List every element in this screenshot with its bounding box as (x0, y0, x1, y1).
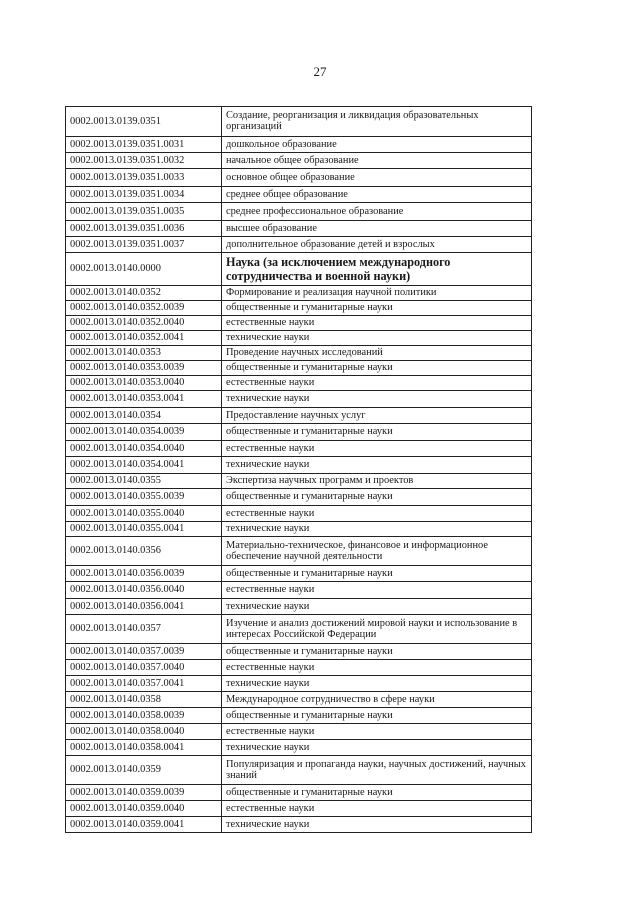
row-description: технические науки (222, 457, 532, 474)
row-code: 0002.0013.0140.0352.0041 (66, 331, 222, 346)
table-row (66, 187, 532, 203)
row-description: технические науки (222, 391, 532, 408)
table-row (66, 253, 532, 286)
row-description: Формирование и реализация научной политики (222, 286, 532, 301)
table-row (66, 537, 532, 566)
row-description: дополнительное образование детей и взрослых (222, 237, 532, 253)
table-row (66, 801, 532, 817)
row-description: естественные науки (222, 582, 532, 599)
table-row (66, 346, 532, 361)
row-description: общественные и гуманитарные науки (222, 489, 532, 506)
row-description: технические науки (222, 817, 532, 833)
page-number: 27 (313, 64, 327, 79)
row-code: 0002.0013.0139.0351.0037 (66, 237, 222, 253)
table-row (66, 169, 532, 187)
row-code: 0002.0013.0140.0358.0041 (66, 740, 222, 756)
classifier-table (65, 106, 532, 833)
row-description: общественные и гуманитарные науки (222, 708, 532, 724)
row-description: среднее общее образование (222, 187, 532, 203)
row-description: общественные и гуманитарные науки (222, 644, 532, 660)
row-description: Предоставление научных услуг (222, 408, 532, 424)
table-row (66, 615, 532, 644)
table-row (66, 221, 532, 237)
row-code: 0002.0013.0139.0351.0036 (66, 221, 222, 237)
table-row (66, 203, 532, 221)
row-description: среднее профессиональное образование (222, 203, 532, 221)
row-code: 0002.0013.0140.0354.0041 (66, 457, 222, 474)
row-code: 0002.0013.0140.0357.0039 (66, 644, 222, 660)
row-description: дошкольное образование (222, 137, 532, 153)
row-description: Изучение и анализ достижений мировой науки и использование в интересах Российской Федерации (222, 615, 532, 644)
row-code: 0002.0013.0140.0358.0040 (66, 724, 222, 740)
row-description: естественные науки (222, 660, 532, 676)
table-row (66, 489, 532, 506)
row-description: технические науки (222, 522, 532, 537)
row-code: 0002.0013.0140.0359.0039 (66, 785, 222, 801)
row-description: Создание, реорганизация и ликвидация образовательных организаций (222, 107, 532, 137)
row-description: Популяризация и пропаганда науки, научных достижений, научных знаний (222, 756, 532, 785)
table-row (66, 153, 532, 169)
row-code: 0002.0013.0140.0354.0039 (66, 424, 222, 441)
row-code: 0002.0013.0140.0352.0039 (66, 301, 222, 316)
table-row (66, 582, 532, 599)
row-code: 0002.0013.0140.0358.0039 (66, 708, 222, 724)
table-row (66, 676, 532, 692)
table-row (66, 286, 532, 301)
row-code: 0002.0013.0140.0355 (66, 474, 222, 489)
table-row (66, 785, 532, 801)
row-code: 0002.0013.0140.0356 (66, 537, 222, 566)
row-description: Экспертиза научных программ и проектов (222, 474, 532, 489)
table-row (66, 408, 532, 424)
row-description: Проведение научных исследований (222, 346, 532, 361)
row-code: 0002.0013.0140.0353.0041 (66, 391, 222, 408)
row-code: 0002.0013.0140.0359 (66, 756, 222, 785)
table-row (66, 107, 532, 137)
row-code: 0002.0013.0140.0356.0041 (66, 599, 222, 615)
row-code: 0002.0013.0139.0351 (66, 107, 222, 137)
table-row (66, 660, 532, 676)
row-description: Материально-техническое, финансовое и информационное обеспечение научной деятельности (222, 537, 532, 566)
row-description: высшее образование (222, 221, 532, 237)
row-description: Международное сотрудничество в сфере науки (222, 692, 532, 708)
table-row (66, 692, 532, 708)
table-row (66, 474, 532, 489)
row-code: 0002.0013.0140.0352.0040 (66, 316, 222, 331)
row-description: естественные науки (222, 801, 532, 817)
table-row (66, 424, 532, 441)
table-row (66, 708, 532, 724)
row-code: 0002.0013.0140.0355.0040 (66, 506, 222, 522)
table-row (66, 137, 532, 153)
row-code: 0002.0013.0140.0353.0039 (66, 361, 222, 376)
row-description: начальное общее образование (222, 153, 532, 169)
row-description: естественные науки (222, 441, 532, 457)
row-code: 0002.0013.0140.0355.0039 (66, 489, 222, 506)
row-description: Наука (за исключением международного сотрудничества и военной науки) (222, 253, 532, 286)
table-row (66, 316, 532, 331)
row-code: 0002.0013.0139.0351.0034 (66, 187, 222, 203)
row-description: естественные науки (222, 376, 532, 391)
table-row (66, 644, 532, 660)
row-code: 0002.0013.0139.0351.0033 (66, 169, 222, 187)
table-row (66, 740, 532, 756)
row-code: 0002.0013.0140.0357 (66, 615, 222, 644)
row-description: естественные науки (222, 506, 532, 522)
row-description: основное общее образование (222, 169, 532, 187)
row-code: 0002.0013.0140.0358 (66, 692, 222, 708)
row-description: общественные и гуманитарные науки (222, 566, 532, 582)
row-code: 0002.0013.0140.0355.0041 (66, 522, 222, 537)
classifier-table-body (66, 107, 532, 833)
table-row (66, 376, 532, 391)
table-row (66, 331, 532, 346)
table-row (66, 599, 532, 615)
table-row (66, 391, 532, 408)
row-description: общественные и гуманитарные науки (222, 301, 532, 316)
row-description: технические науки (222, 676, 532, 692)
row-description: технические науки (222, 599, 532, 615)
row-code: 0002.0013.0139.0351.0032 (66, 153, 222, 169)
table-row (66, 724, 532, 740)
row-description: естественные науки (222, 316, 532, 331)
table-row (66, 361, 532, 376)
row-description: технические науки (222, 740, 532, 756)
row-code: 0002.0013.0140.0353 (66, 346, 222, 361)
row-code: 0002.0013.0140.0352 (66, 286, 222, 301)
row-code: 0002.0013.0140.0353.0040 (66, 376, 222, 391)
row-code: 0002.0013.0140.0357.0041 (66, 676, 222, 692)
row-code: 0002.0013.0140.0357.0040 (66, 660, 222, 676)
table-row (66, 506, 532, 522)
row-description: общественные и гуманитарные науки (222, 361, 532, 376)
table-row (66, 441, 532, 457)
table-row (66, 566, 532, 582)
row-code: 0002.0013.0140.0359.0040 (66, 801, 222, 817)
row-code: 0002.0013.0140.0000 (66, 253, 222, 286)
row-description: общественные и гуманитарные науки (222, 785, 532, 801)
row-description: естественные науки (222, 724, 532, 740)
row-code: 0002.0013.0140.0356.0040 (66, 582, 222, 599)
table-row (66, 817, 532, 833)
table-row (66, 301, 532, 316)
row-code: 0002.0013.0140.0354 (66, 408, 222, 424)
row-code: 0002.0013.0140.0359.0041 (66, 817, 222, 833)
row-code: 0002.0013.0140.0354.0040 (66, 441, 222, 457)
table-row (66, 457, 532, 474)
table-row (66, 756, 532, 785)
table-row (66, 237, 532, 253)
row-code: 0002.0013.0139.0351.0031 (66, 137, 222, 153)
table-row (66, 522, 532, 537)
row-description: общественные и гуманитарные науки (222, 424, 532, 441)
row-description: технические науки (222, 331, 532, 346)
row-code: 0002.0013.0140.0356.0039 (66, 566, 222, 582)
row-code: 0002.0013.0139.0351.0035 (66, 203, 222, 221)
